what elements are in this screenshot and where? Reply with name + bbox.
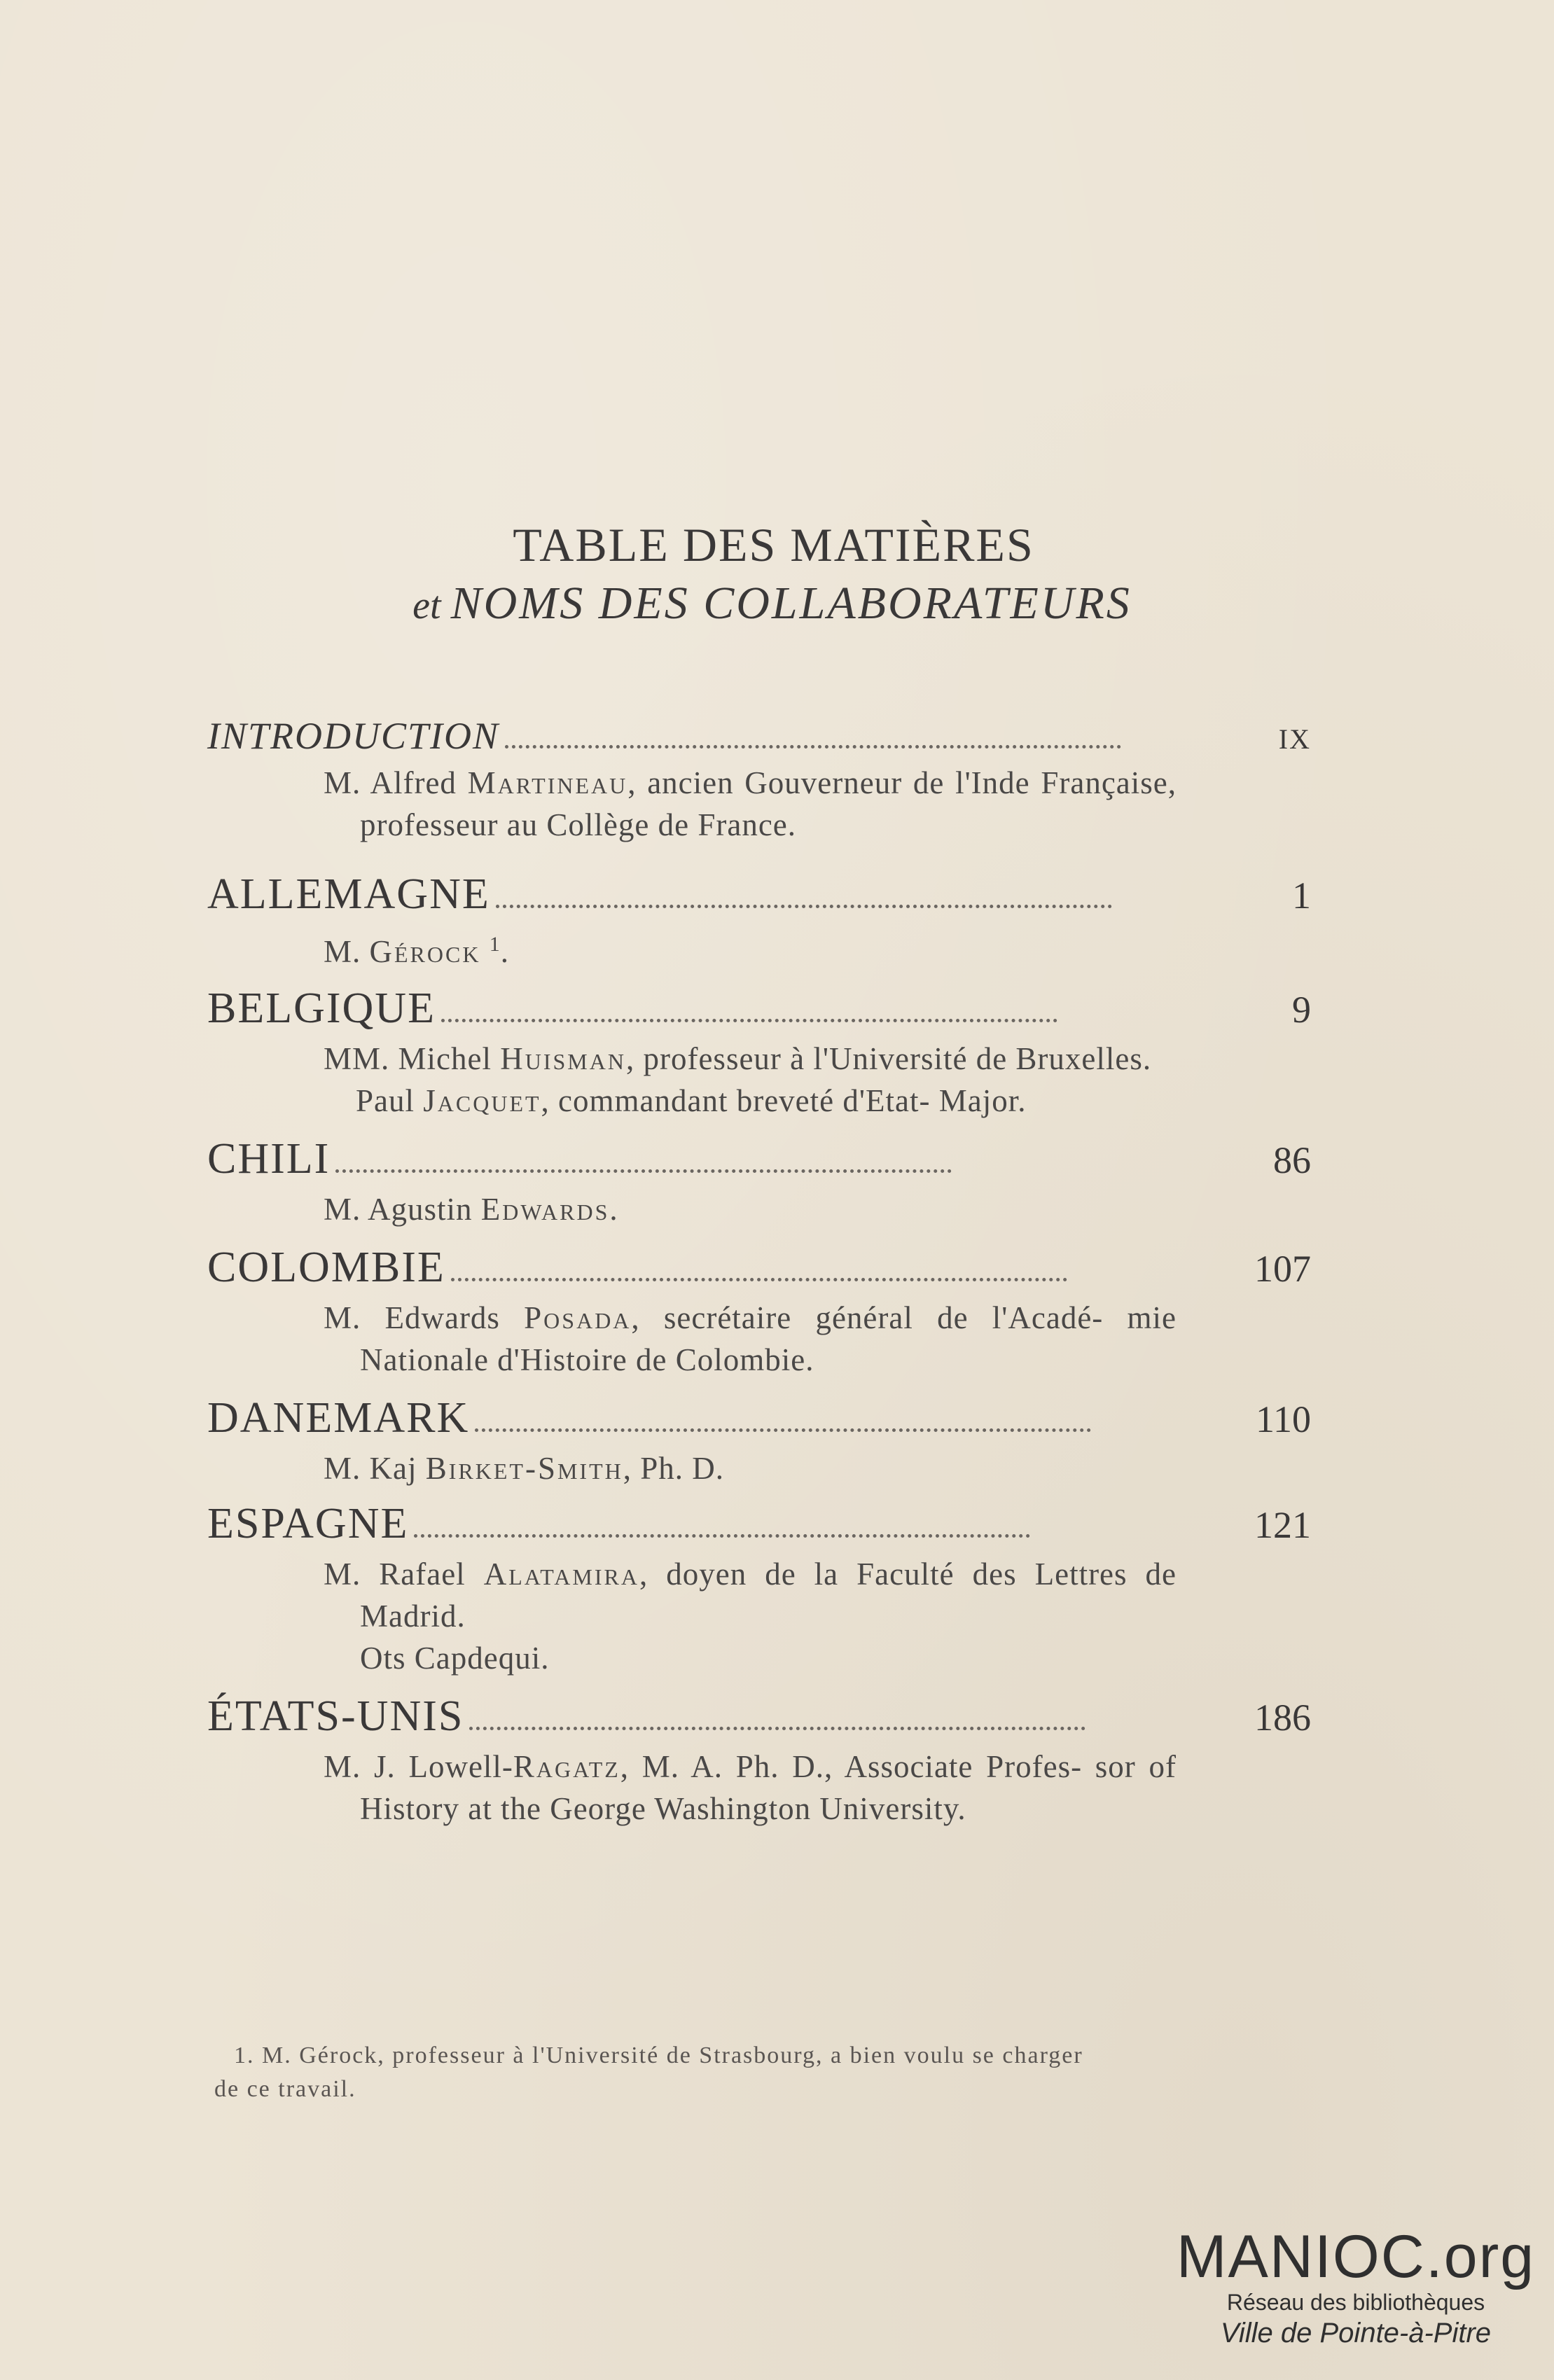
collaborator-line — [324, 1447, 1177, 1489]
toc-entry-collaborators — [324, 1297, 1177, 1381]
toc-entry-collaborators — [324, 1746, 1177, 1830]
collaborator-name: Birket-Smith — [425, 1451, 623, 1486]
collaborator-line — [324, 1746, 1177, 1830]
collaborator-role: , ancien Gouverneur de l'Inde — [627, 765, 1030, 800]
footnote-number: 1. — [234, 2043, 255, 2068]
manioc-watermark — [1174, 2225, 1538, 2350]
title-block — [0, 515, 1554, 635]
collaborator-line — [324, 924, 1177, 973]
toc-entry-head — [207, 870, 1311, 919]
collaborator-line — [324, 1188, 1177, 1230]
toc-entry-collaborators — [324, 924, 1177, 973]
dot-leader — [475, 1428, 1091, 1432]
footnote-ref[interactable]: 1 — [489, 933, 501, 956]
toc-entry-collaborators — [324, 1553, 1177, 1679]
toc-entry-title: ALLEMAGNE — [207, 870, 490, 918]
dot-leader — [469, 1726, 1085, 1730]
toc-entry-head — [207, 1692, 1311, 1741]
toc-entry-page: 1 — [1292, 875, 1311, 917]
dot-leader — [451, 1277, 1067, 1281]
collaborator-line — [324, 1038, 1177, 1080]
collaborator-prefix: MM. Michel — [324, 1041, 492, 1076]
toc-entry-belgique — [207, 984, 1311, 1122]
dot-leader — [496, 904, 1112, 908]
watermark-location: Ville de Pointe-à-Pitre — [1220, 2318, 1492, 2348]
toc-entry-head — [207, 984, 1311, 1034]
collaborator-role-cont: Bruxelles. — [1015, 1041, 1152, 1076]
collaborator-prefix: M. Rafael — [324, 1557, 466, 1592]
toc-entry-collaborators — [324, 1038, 1177, 1122]
collaborator-prefix: M. Edwards — [324, 1300, 500, 1335]
collaborator-role-cont: Lettres de Madrid. — [360, 1557, 1177, 1634]
toc-entry-introduction — [207, 714, 1311, 846]
watermark-subtitle: Réseau des bibliothèques — [1226, 2290, 1485, 2315]
collaborator-role: , M. A. Ph. D., Associate Profes- — [620, 1749, 1083, 1784]
collaborator-prefix: M. Kaj — [324, 1451, 417, 1486]
collaborator-role: , doyen de la Faculté des — [639, 1557, 1017, 1592]
collaborator-role-cont: sor of History at the George Washington University. — [360, 1749, 1177, 1826]
toc-entry-etats-unis — [207, 1692, 1311, 1830]
collaborator-line — [324, 1080, 1177, 1122]
collaborator-prefix: Paul — [356, 1083, 415, 1118]
dot-leader — [414, 1533, 1030, 1538]
collaborator-line — [324, 1553, 1177, 1637]
table-of-contents — [207, 714, 1311, 1830]
collaborator-name: Huisman — [500, 1041, 626, 1076]
toc-entry-espagne — [207, 1499, 1311, 1679]
toc-entry-colombie — [207, 1243, 1311, 1381]
collaborator-role: , commandant breveté d'Etat- — [541, 1083, 931, 1118]
collaborator-role-cont: Française, professeur au Collège de France. — [360, 765, 1177, 842]
collaborator-name: Jacquet — [423, 1083, 541, 1118]
toc-entry-page: IX — [1278, 723, 1311, 755]
toc-entry-title: ÉTATS-UNIS — [207, 1692, 464, 1740]
footnote-text-cont: de ce travail. — [214, 2076, 356, 2102]
toc-entry-head — [207, 1393, 1311, 1443]
toc-entry-page: 121 — [1254, 1504, 1311, 1546]
collaborator-role: . — [609, 1192, 618, 1227]
toc-entry-head — [207, 1499, 1311, 1549]
dot-leader — [505, 744, 1121, 749]
collaborator-name: Posada — [524, 1300, 632, 1335]
toc-entry-chili — [207, 1134, 1311, 1230]
toc-entry-collaborators — [324, 1447, 1177, 1489]
toc-entry-page: 107 — [1254, 1248, 1311, 1290]
collaborator-name: Martineau — [467, 765, 628, 800]
collaborator-role-cont: mie Nationale d'Histoire de Colombie. — [360, 1300, 1177, 1377]
subtitle-prefix: et — [412, 584, 441, 627]
page-subtitle — [0, 574, 1554, 635]
toc-entry-title: ESPAGNE — [207, 1500, 409, 1547]
toc-entry-title: DANEMARK — [207, 1394, 470, 1442]
footnote-text: M. Gérock, professeur à l'Université de Strasbourg, a bien voulu se charger — [262, 2043, 1083, 2068]
page-title: TABLE DES MATIÈRES — [513, 518, 1034, 571]
collaborator-name: Alatamira — [483, 1557, 639, 1592]
dot-leader — [441, 1018, 1057, 1022]
collaborator-name: Ragatz — [513, 1749, 620, 1784]
toc-entry-page: 110 — [1256, 1398, 1311, 1440]
collaborator-role: . — [500, 934, 509, 969]
collaborator-role: , professeur à l'Université de — [625, 1041, 1008, 1076]
toc-entry-page: 186 — [1254, 1697, 1311, 1739]
collaborator-line — [324, 1297, 1177, 1381]
collaborator-prefix: M. Alfred — [324, 765, 457, 800]
toc-entry-collaborators — [324, 762, 1177, 846]
collaborator-prefix: M. Agustin — [324, 1192, 473, 1227]
collaborator-line — [324, 762, 1177, 846]
toc-entry-head — [207, 714, 1311, 758]
toc-entry-title: INTRODUCTION — [207, 715, 500, 757]
toc-entry-collaborators — [324, 1188, 1177, 1230]
collaborator-role: , Ph. D. — [623, 1451, 725, 1486]
footnote — [214, 2039, 1310, 2106]
toc-entry-head — [207, 1243, 1311, 1293]
toc-entry-title: BELGIQUE — [207, 984, 436, 1032]
toc-entry-page: 86 — [1273, 1139, 1311, 1181]
toc-entry-title: COLOMBIE — [207, 1244, 445, 1291]
toc-entry-head — [207, 1134, 1311, 1184]
collaborator-name: Edwards — [480, 1192, 610, 1227]
collaborator-prefix: M. J. Lowell- — [324, 1749, 513, 1784]
collaborator-line: Ots Capdequi. — [360, 1641, 550, 1676]
subtitle-text: NOMS DES COLLABORATEURS — [450, 578, 1132, 629]
toc-entry-page: 9 — [1292, 989, 1311, 1031]
toc-entry-danemark — [207, 1393, 1311, 1489]
collaborator-prefix: M. — [324, 934, 361, 969]
toc-entry-allemagne — [207, 870, 1311, 973]
toc-entry-title: CHILI — [207, 1135, 331, 1183]
collaborator-role-cont: Major. — [938, 1083, 1027, 1118]
dot-leader — [335, 1169, 952, 1173]
collaborator-name: Gérock — [369, 934, 481, 969]
manioc-logo: MANIOC.org — [1176, 2223, 1536, 2290]
collaborator-role: , secrétaire général de l'Acadé- — [631, 1300, 1104, 1335]
